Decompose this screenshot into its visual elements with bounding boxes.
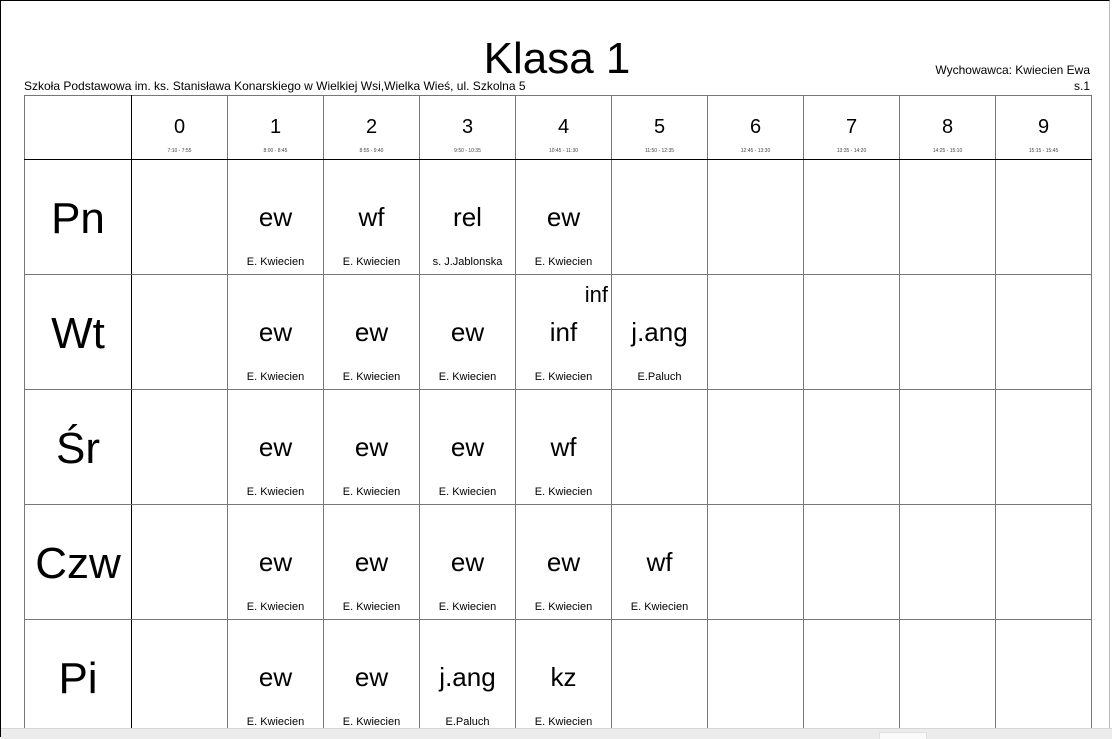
lesson-cell [420,505,516,620]
lesson-cell [420,620,516,735]
lesson-cell [324,275,420,390]
lesson-subject: j.ang [439,662,496,692]
lesson-teacher: E.Paluch [637,371,682,383]
day-name: Wt [51,309,105,358]
empty-cell [804,620,900,735]
day-cell [25,160,132,275]
empty-cell [132,160,228,275]
lesson-cell [420,390,516,505]
lesson-subject: ew [450,547,485,577]
hour-number: 4 [557,116,570,138]
day-name: Pi [58,654,98,703]
day-name: Pn [51,194,105,243]
lesson-subject: ew [258,202,293,232]
lesson-subject: kz [550,662,577,692]
lesson-teacher: E. Kwiecien [438,601,497,613]
empty-cell [804,390,900,505]
empty-cell [900,620,996,735]
empty-cell [996,505,1092,620]
hour-header [228,96,324,160]
hour-number: 0 [173,116,186,138]
hour-time: 11:50 - 12:35 [644,148,675,154]
hour-number: 8 [941,116,954,138]
lesson-teacher: E. Kwiecien [630,601,689,613]
empty-cell [708,505,804,620]
hour-number: 1 [269,116,282,138]
empty-cell [900,390,996,505]
day-cell [25,390,132,505]
lesson-cell [420,160,516,275]
lesson-subject: ew [450,432,485,462]
lesson-cell [516,620,612,735]
empty-cell [612,160,708,275]
lesson-teacher: E. Kwiecien [246,486,305,498]
lesson-extra-subject: inf [584,282,608,307]
hour-time: 12:45 - 13:30 [740,148,771,154]
lesson-teacher: E.Paluch [445,716,490,728]
hour-header [804,96,900,160]
hour-number: 7 [845,116,858,138]
lesson-cell [420,275,516,390]
hours-header-row [25,96,1092,160]
lesson-cell [228,390,324,505]
lesson-teacher: E. Kwiecien [534,371,593,383]
day-row [25,620,1092,735]
hour-header [516,96,612,160]
lesson-teacher: E. Kwiecien [342,371,401,383]
empty-cell [132,505,228,620]
horizontal-scrollbar[interactable] [1,728,1112,739]
lesson-cell [516,275,612,390]
lesson-teacher: E. Kwiecien [246,716,305,728]
hour-time: 7:10 - 7:55 [167,148,192,154]
hour-header [132,96,228,160]
lesson-subject: ew [354,432,389,462]
lesson-cell [516,505,612,620]
empty-cell [900,275,996,390]
lesson-teacher: E. Kwiecien [438,371,497,383]
page-number: s.1 [1073,79,1090,93]
day-name: Śr [56,424,100,473]
lesson-cell [324,505,420,620]
empty-cell [612,390,708,505]
lesson-cell [228,275,324,390]
hour-header [420,96,516,160]
hour-time: 15:15 - 15:45 [1028,148,1059,154]
lesson-subject: ew [258,662,293,692]
hour-number: 3 [461,116,474,138]
day-row [25,275,1092,390]
empty-cell [708,620,804,735]
lesson-teacher: E. Kwiecien [534,601,593,613]
hour-header [324,96,420,160]
empty-cell [708,390,804,505]
lesson-teacher: E. Kwiecien [342,601,401,613]
hour-number: 2 [365,116,378,138]
class-teacher: Wychowawca: Kwiecien Ewa [935,63,1090,77]
hour-header [708,96,804,160]
lesson-teacher: E. Kwiecien [246,601,305,613]
hour-number: 6 [749,116,762,138]
empty-cell [708,275,804,390]
hour-time: 8:55 - 9:40 [359,148,384,154]
lesson-teacher: E. Kwiecien [342,486,401,498]
lesson-subject: ew [354,547,389,577]
lesson-teacher: E. Kwiecien [534,486,593,498]
page-title: Klasa 1 [483,34,631,83]
hour-time: 14:25 - 15:10 [932,148,963,154]
lesson-cell [612,505,708,620]
hour-time: 8:00 - 8:45 [263,148,288,154]
lesson-teacher: E. Kwiecien [342,716,401,728]
empty-cell [996,160,1092,275]
empty-cell [132,390,228,505]
lesson-teacher: E. Kwiecien [534,716,593,728]
school-name: Szkoła Podstawowa im. ks. Stanisława Konarskiego w Wielkiej Wsi,Wielka Wieś, ul. Szkolna 5 [24,79,526,93]
lesson-cell [324,160,420,275]
empty-cell [996,275,1092,390]
hour-time: 9:50 - 10:35 [454,148,481,154]
lesson-cell [516,160,612,275]
lesson-subject: wf [550,432,577,462]
day-cell [25,275,132,390]
lesson-teacher: E. Kwiecien [534,256,593,268]
lesson-cell [228,620,324,735]
lesson-subject: wf [646,547,673,577]
lesson-teacher: E. Kwiecien [246,256,305,268]
hour-time: 10:45 - 11:30 [548,148,579,154]
empty-cell [900,160,996,275]
hour-header [612,96,708,160]
hour-number: 9 [1037,116,1050,138]
empty-cell [804,160,900,275]
lesson-subject: ew [546,202,581,232]
lesson-teacher: E. Kwiecien [246,371,305,383]
lesson-subject: wf [358,202,385,232]
hour-header [996,96,1092,160]
lesson-subject: ew [546,547,581,577]
hour-time: 13:35 - 14:20 [836,148,867,154]
day-row [25,505,1092,620]
lesson-cell [612,275,708,390]
day-cell [25,620,132,735]
lesson-subject: ew [450,317,485,347]
day-row [25,160,1092,275]
day-row [25,390,1092,505]
empty-cell [900,505,996,620]
lesson-cell [324,390,420,505]
lesson-cell [228,160,324,275]
lesson-subject: ew [258,317,293,347]
lesson-teacher: E. Kwiecien [438,486,497,498]
lesson-subject: ew [258,432,293,462]
lesson-cell [228,505,324,620]
empty-cell [996,620,1092,735]
day-name: Czw [35,539,121,588]
empty-cell [612,620,708,735]
empty-cell [804,275,900,390]
empty-cell [996,390,1092,505]
empty-cell [132,275,228,390]
day-cell [25,505,132,620]
lesson-cell [324,620,420,735]
empty-cell [132,620,228,735]
lesson-teacher: E. Kwiecien [342,256,401,268]
lesson-teacher: s. J.Jablonska [432,256,503,268]
hour-header [900,96,996,160]
empty-cell [804,505,900,620]
lesson-subject: ew [354,317,389,347]
empty-cell [708,160,804,275]
hour-number: 5 [653,116,666,138]
scrollbar-thumb[interactable] [879,732,927,739]
lesson-subject: j.ang [631,317,688,347]
corner-cell [25,96,132,160]
lesson-subject: inf [549,317,578,347]
lesson-cell [516,390,612,505]
lesson-subject: ew [354,662,389,692]
lesson-subject: ew [258,547,293,577]
timetable-grid [24,95,1092,735]
lesson-subject: rel [453,202,482,232]
